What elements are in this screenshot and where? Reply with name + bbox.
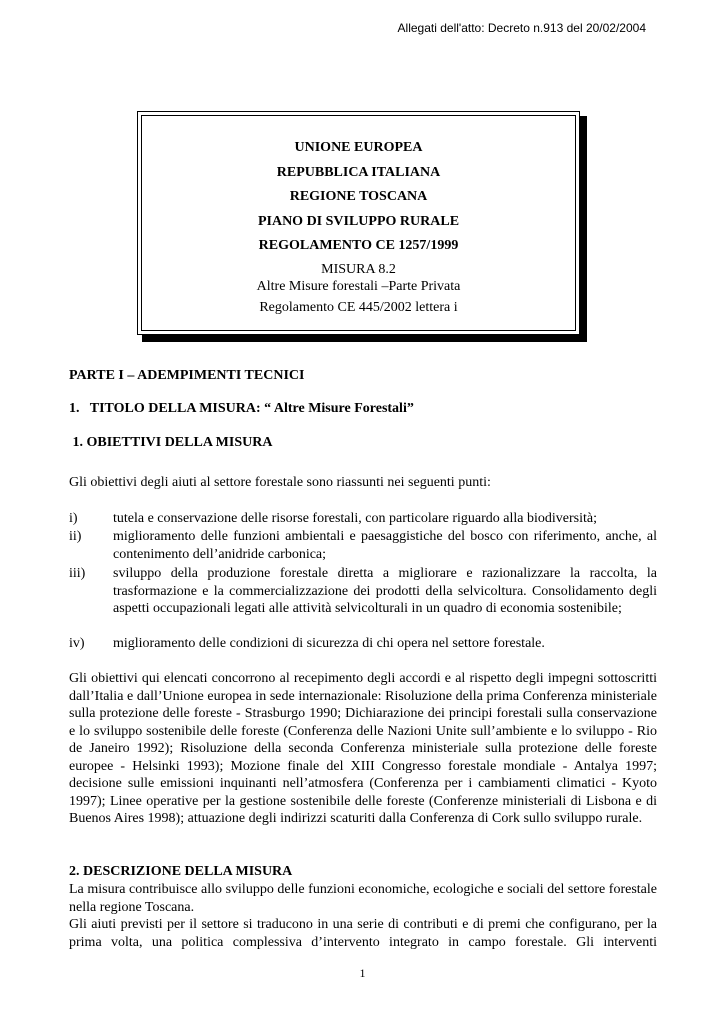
page-number: 1 [359, 966, 366, 980]
title-line-regulation: REGOLAMENTO CE 1257/1999 [258, 238, 459, 253]
part-heading: PARTE I – ADEMPIMENTI TECNICI [69, 368, 305, 383]
description-heading: 2. DESCRIZIONE DELLA MISURA [69, 864, 293, 879]
objective-text: sviluppo della produzione forestale diretta a migliorare e razionalizzare la raccolta, la trasformazione e la commercializzazione dei prodotti della selvicoltura. Consolidamento degli aspetti occupazionali legati alle attività selvicolturali in un quadro di economia sostenibile; [113, 566, 657, 616]
objectives-intro: Gli obiettivi degli aiuti al settore forestale sono riassunti nei seguenti punti: [69, 475, 491, 490]
objective-text: miglioramento delle funzioni ambientali e paesaggistiche del bosco con riferimento, anche, al contenimento dell’anidride carbonica; [113, 529, 657, 562]
objective-text: tutela e conservazione delle risorse forestali, con particolare riguardo alla biodiversità; [113, 511, 597, 526]
title-line-republic: REPUBBLICA ITALIANA [276, 164, 441, 180]
title-line-union: UNIONE EUROPEA [294, 140, 423, 155]
objective-text: miglioramento delle condizioni di sicurezza di chi opera nel settore forestale. [113, 636, 545, 651]
objective-number: iv) [69, 636, 85, 651]
description-paragraph-2: Gli aiuti previsti per il settore si traducono in una serie di contributi e di premi che configurano, per la prima volta, una politica complessiva d’intervento integrato in campo forestale. Gli interventi [69, 917, 657, 950]
objective-number: ii) [69, 529, 82, 544]
objective-number: iii) [69, 566, 86, 581]
description-paragraph-1: La misura contribuisce allo sviluppo delle funzioni economiche, ecologiche e sociali del settore forestale nella regione Toscana. [69, 882, 657, 915]
title-line-plan: PIANO DI SVILUPPO RURALE [257, 213, 460, 229]
title-subtitle: Altre Misure forestali –Parte Privata [256, 278, 461, 294]
title-box-content [138, 136, 579, 316]
objectives-paragraph: Gli obiettivi qui elencati concorrono al recepimento degli accordi e al rispetto degli impegni sottoscritti dall’Italia e dall’Unione europea in sede internazionale: Risoluzione della prima Conferenza ministeriale sulla protezione delle foreste - Strasburgo 1990; Dichiarazione dei principi forestali sulla conservazione e lo sviluppo sostenibile delle foreste (Conferenza delle Nazioni Unite sull’ambiente e lo sviluppo - Rio de Janeiro 1992); Risoluzione della seconda Conferenza ministeriale sulla protezione delle foreste europee - Helsinki 1993); Mozione finale del XIII Congresso forestale mondiale - Antalya 1997; decisione sulle emissioni inquinanti nell’atmosfera (Conferenza per i cambiamenti climatici - Kyoto 1997); Linee operative per la gestione sostenibile delle foreste (Conferenze ministeriali di Lisbona e di Buenos Aires 1998); attuazione degli indirizzi scaturiti dalla Conferenza di Cork sullo sviluppo rurale. [69, 671, 657, 826]
objectives-heading: 1. OBIETTIVI DELLA MISURA [69, 435, 273, 450]
title-box-frame [137, 111, 580, 335]
title-box [137, 111, 589, 344]
document-header-note: Allegati dell'atto: Decreto n.913 del 20/02/2004 [397, 21, 646, 35]
title-regulation-ref: Regolamento CE 445/2002 lettera i [259, 299, 458, 315]
objective-number: i) [69, 511, 78, 526]
section-title: 1. TITOLO DELLA MISURA: “ Altre Misure Forestali” [69, 401, 414, 416]
title-line-region: REGIONE TOSCANA [289, 189, 428, 204]
title-misura: MISURA 8.2 [321, 261, 396, 277]
